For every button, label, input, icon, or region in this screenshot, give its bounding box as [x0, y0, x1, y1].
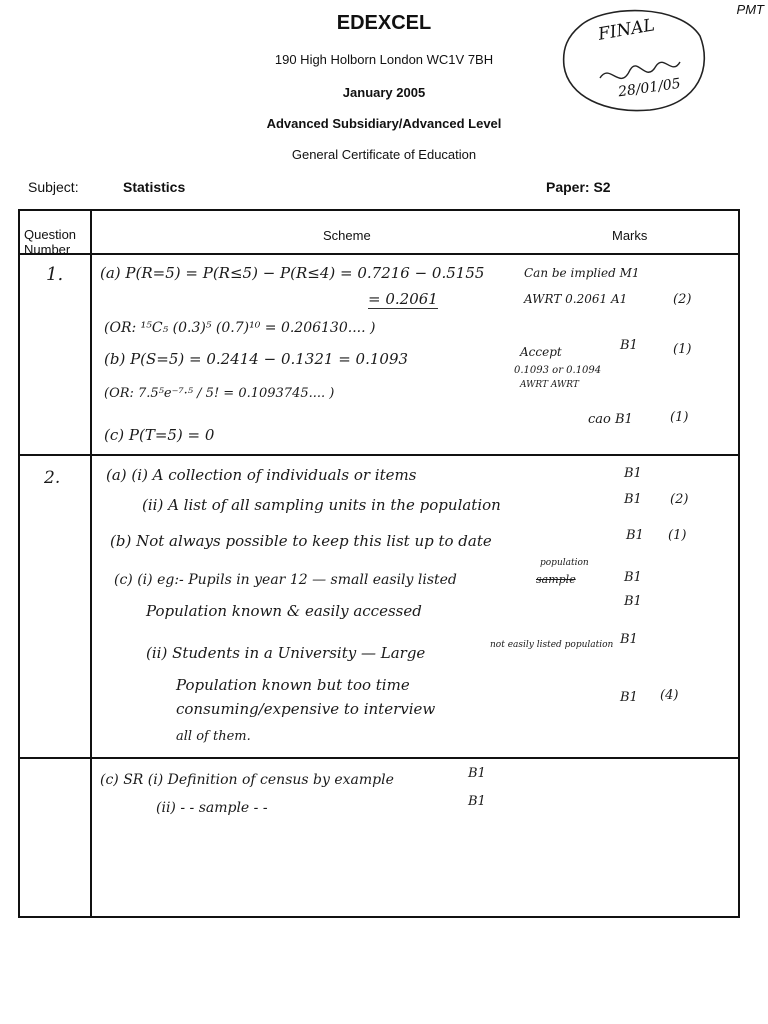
q1-b-alternative: (OR: 7.5⁵e⁻⁷·⁵ / 5! = 0.1093745.... )	[104, 386, 335, 401]
col-scheme-header: Scheme	[323, 228, 371, 243]
q2-sr-ii: (ii) - - sample - -	[156, 800, 268, 816]
q2-sr-ii-mark: B1	[468, 794, 486, 809]
q2-a-total: (2)	[670, 492, 689, 507]
q2-number: 2.	[44, 468, 61, 488]
q1-c-working: (c) P(T=5) = 0	[104, 426, 215, 444]
stamp-word: FINAL	[596, 15, 657, 45]
q1-a-answer: = 0.2061	[368, 290, 438, 308]
q2-c-ii-insert: not easily listed population	[490, 640, 614, 650]
subject-value: Statistics	[123, 179, 186, 195]
q2-b-total: (1)	[668, 528, 687, 543]
mark-scheme-table	[18, 209, 740, 919]
q2-a-ii: (ii) A list of all sampling units in the population	[142, 496, 501, 514]
q1-c-total: (1)	[670, 410, 689, 425]
final-approval-stamp	[560, 6, 710, 114]
exam-level: Advanced Subsidiary/Advanced Level	[266, 116, 502, 131]
q2-c-ii-reason-3: all of them.	[176, 729, 251, 744]
q1-number: 1.	[46, 264, 64, 285]
certificate-name: General Certificate of Education	[291, 147, 477, 162]
col-question-header: Question Number	[24, 227, 77, 257]
q1-b-accept-note: Accept	[520, 345, 562, 359]
q2-c-i-struck: sample	[536, 573, 576, 586]
board-address: 190 High Holborn London WC1V 7BH	[274, 52, 494, 67]
q1-c-mark: cao B1	[588, 412, 633, 427]
q2-sr-i-mark: B1	[468, 766, 486, 781]
q2-a-i: (a) (i) A collection of individuals or items	[106, 466, 417, 484]
q1-a-alternative: (OR: ¹⁵C₅ (0.3)⁵ (0.7)¹⁰ = 0.206130.... )	[104, 320, 376, 336]
q1-b-mark: B1	[620, 338, 638, 353]
q2-b: (b) Not always possible to keep this list up to date	[110, 532, 492, 550]
q2-c-ii-mark: B1	[620, 632, 638, 647]
q2-c-i-reason-mark: B1	[624, 594, 642, 609]
q1-b-accept-values: 0.1093 or 0.1094	[514, 365, 602, 376]
q2-c-ii: (ii) Students in a University — Large	[146, 644, 426, 662]
q1-a-method-note: Can be implied M1	[524, 266, 640, 280]
q1-b-total: (1)	[673, 342, 692, 357]
q2-c-i: (c) (i) eg:- Pupils in year 12 — small easily listed	[114, 572, 457, 588]
q2-c-ii-reason-2: consuming/expensive to interview	[176, 700, 436, 718]
q1-b-working: (b) P(S=5) = 0.2414 − 0.1321 = 0.1093	[104, 350, 409, 368]
q2-c-ii-mark-2: B1	[620, 690, 638, 705]
q2-c-i-insert: population	[540, 558, 589, 568]
q1-a-working: (a) P(R=5) = P(R≤5) − P(R≤4) = 0.7216 − 0.5155	[100, 264, 485, 282]
q2-b-mark: B1	[626, 528, 644, 543]
q2-c-i-mark: B1	[624, 570, 642, 585]
exam-session: January 2005	[342, 85, 426, 100]
q1-a-total: (2)	[673, 292, 692, 307]
q1-b-awrt-note: AWRT AWRT	[520, 380, 579, 390]
pmt-label: PMT	[736, 2, 764, 17]
subject-label: Subject:	[28, 179, 79, 195]
paper-code: Paper: S2	[546, 179, 611, 195]
q1-a-accuracy-note: AWRT 0.2061 A1	[524, 292, 628, 306]
q2-sr-i: (c) SR (i) Definition of census by example	[100, 772, 394, 788]
stamp-date: 28/01/05	[617, 75, 682, 101]
q2-c-i-reason: Population known & easily accessed	[146, 602, 422, 620]
q2-a-i-mark: B1	[624, 466, 642, 481]
exam-board-title: EDEXCEL	[336, 12, 432, 34]
col-marks-header: Marks	[612, 228, 648, 243]
q2-a-ii-mark: B1	[624, 492, 642, 507]
q2-c-total: (4)	[660, 688, 679, 703]
q2-c-ii-reason-1: Population known but too time	[176, 676, 410, 694]
